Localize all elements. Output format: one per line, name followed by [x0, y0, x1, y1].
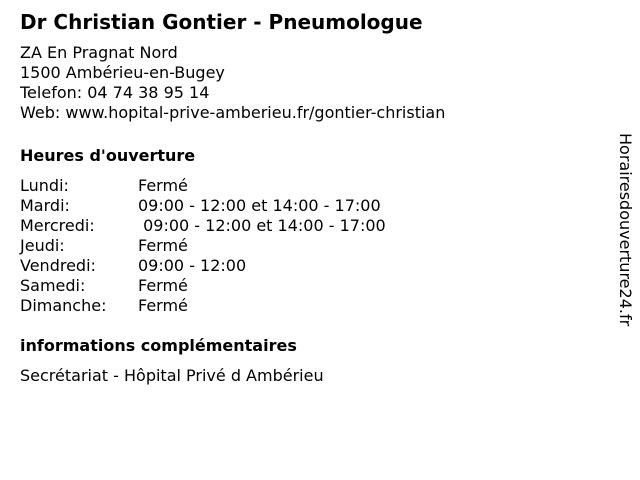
hours-row-vendredi — [20, 256, 600, 276]
phone-number: Telefon: 04 74 38 95 14 — [20, 83, 210, 102]
address-city: 1500 Ambérieu-en-Bugey — [20, 63, 225, 82]
info-text: Secrétariat - Hôpital Privé d Ambérieu — [20, 366, 324, 385]
hours-heading: Heures d'ouverture — [20, 146, 196, 165]
hours-value: 09:00 - 12:00 et 14:00 - 17:00 — [138, 196, 381, 215]
listing-content — [20, 8, 600, 386]
hours-value: 09:00 - 12:00 et 14:00 - 17:00 — [138, 216, 386, 235]
hours-day: Samedi: — [20, 276, 86, 295]
address-block — [20, 43, 600, 123]
hours-value: Fermé — [138, 176, 188, 195]
website-link[interactable]: Web: www.hopital-prive-amberieu.fr/gontier-christian — [20, 103, 446, 122]
hours-day: Mardi: — [20, 196, 70, 215]
info-heading: informations complémentaires — [20, 336, 297, 355]
hours-row-jeudi — [20, 236, 600, 256]
page-title: Dr Christian Gontier - Pneumologue — [20, 10, 423, 34]
hours-row-lundi — [20, 176, 600, 196]
watermark-text: Horairesdouverture24.fr — [616, 133, 635, 327]
opening-hours-table — [20, 176, 600, 316]
hours-day: Lundi: — [20, 176, 69, 195]
hours-row-mercredi — [20, 216, 600, 236]
address-street: ZA En Pragnat Nord — [20, 43, 178, 62]
hours-day: Jeudi: — [20, 236, 65, 255]
hours-value: Fermé — [138, 296, 188, 315]
hours-value: Fermé — [138, 276, 188, 295]
hours-day: Dimanche: — [20, 296, 107, 315]
watermark — [611, 133, 639, 345]
hours-row-dimanche — [20, 296, 600, 316]
hours-value: 09:00 - 12:00 — [138, 256, 247, 275]
hours-row-samedi — [20, 276, 600, 296]
hours-day: Vendredi: — [20, 256, 96, 275]
hours-row-mardi — [20, 196, 600, 216]
hours-day: Mercredi: — [20, 216, 95, 235]
hours-value: Fermé — [138, 236, 188, 255]
